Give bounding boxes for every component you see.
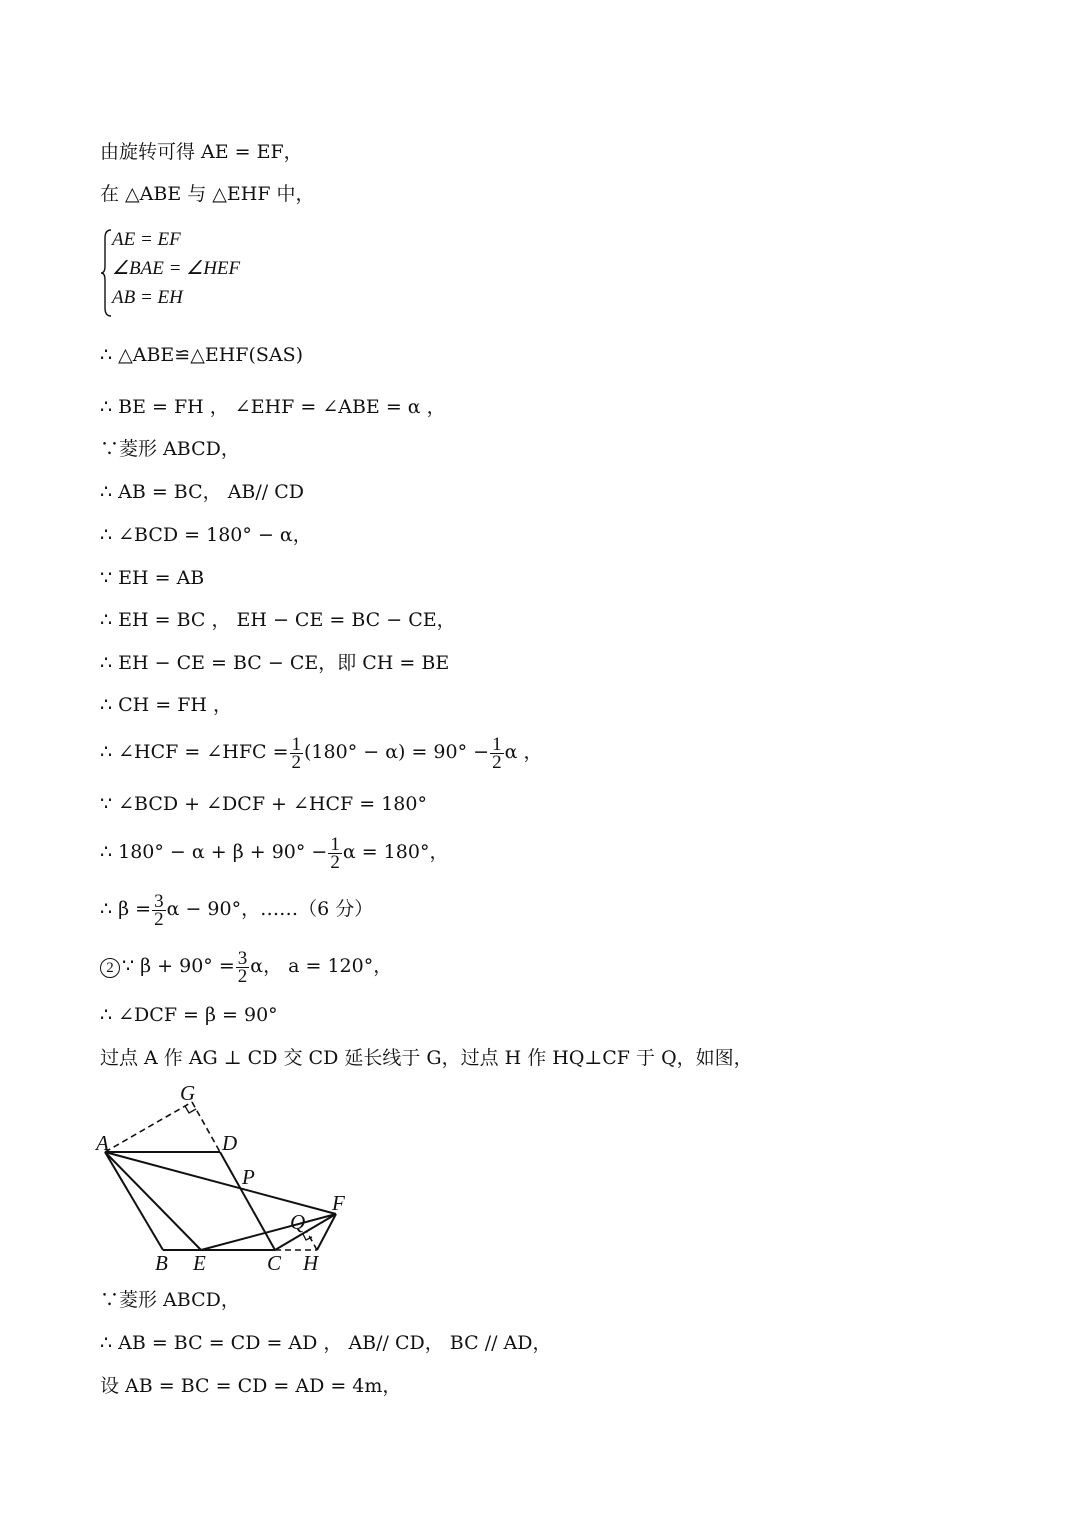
text-line-equal-sides: ∴ AB = BC = CD = AD ， AB// CD， BC // AD，	[100, 1332, 552, 1354]
text-line-ch-be: ∴ EH − CE = BC − CE，即 CH = BE	[100, 652, 450, 674]
text-line-part-two	[100, 946, 392, 986]
fraction-three-halves	[152, 890, 166, 930]
fraction-numerator: 1	[492, 733, 502, 755]
fraction-three-halves	[236, 947, 250, 987]
label-f: F	[332, 1191, 345, 1215]
fraction-numerator: 3	[154, 890, 164, 912]
beta-result-part-b: α − 90°，……（6 分）	[166, 898, 374, 920]
label-p: P	[242, 1165, 255, 1189]
fraction-half	[328, 833, 342, 873]
text-line-ch-fh: ∴ CH = FH ，	[100, 694, 233, 716]
text-line-beta-result	[100, 889, 373, 929]
label-b: B	[155, 1251, 168, 1275]
text-line-hcf	[100, 732, 542, 772]
fraction-denominator: 2	[291, 751, 302, 773]
text-line-dcf: ∴ ∠DCF = β = 90°	[100, 1004, 278, 1026]
label-a: A	[96, 1131, 109, 1155]
text-line-rhombus: ∵菱形 ABCD，	[100, 438, 240, 460]
fraction-half	[290, 733, 304, 773]
circled-number-icon: 2	[100, 958, 120, 978]
fraction-denominator: 2	[237, 965, 248, 987]
system-row-2: ∠BAE = ∠HEF	[112, 258, 241, 279]
hcf-part-c: α ，	[504, 741, 543, 763]
fraction-denominator: 2	[154, 908, 164, 930]
text-line-eh-bc: ∴ EH = BC ， EH − CE = BC − CE，	[100, 609, 456, 631]
text-line-triangles: 在 △ABE 与 △EHF 中，	[100, 183, 315, 205]
text-line-congruent: ∴ △ABE≌△EHF(SAS)	[100, 344, 304, 366]
geometry-figure	[95, 1080, 365, 1275]
text-line-set-4m: 设 AB = BC = CD = AD = 4m，	[100, 1375, 402, 1397]
fraction-denominator: 2	[492, 751, 502, 773]
text-line-beta-eq	[100, 832, 448, 872]
part-two-a: ∵ β + 90° =	[122, 955, 235, 977]
text-line-bcd: ∴ ∠BCD = 180° − α，	[100, 524, 312, 546]
fraction-denominator: 2	[330, 851, 340, 873]
segment-hq-dashed	[307, 1232, 317, 1250]
text-line-angle-sum: ∵ ∠BCD + ∠DCF + ∠HCF = 180°	[100, 793, 427, 815]
system-row-3: AB = EH	[112, 287, 183, 308]
segment-ef	[201, 1214, 336, 1250]
system-row-1: AE = EF	[112, 229, 181, 250]
part-two-b: α， a = 120°，	[250, 955, 393, 977]
label-q: Q	[290, 1210, 306, 1234]
label-d: D	[222, 1131, 238, 1155]
fraction-numerator: 3	[237, 947, 248, 969]
beta-eq-part-a: ∴ 180° − α + β + 90° −	[100, 841, 328, 863]
segment-ag-dashed	[105, 1102, 192, 1152]
fraction-half	[490, 733, 504, 773]
text-line-ab-bc: ∴ AB = BC， AB// CD	[100, 481, 304, 503]
label-c: C	[267, 1251, 282, 1275]
text-line-rotation: 由旋转可得 AE = EF，	[100, 141, 303, 163]
label-g: G	[180, 1081, 196, 1105]
hcf-part-b: (180° − α) = 90° −	[304, 741, 490, 763]
fraction-numerator: 1	[330, 833, 340, 855]
segment-af	[105, 1152, 336, 1214]
text-line-construction: 过点 A 作 AG ⊥ CD 交 CD 延长线于 G，过点 H 作 HQ⊥CF 于 Q，如图，	[100, 1047, 753, 1069]
text-line-rhombus-2: ∵菱形 ABCD，	[100, 1289, 240, 1311]
beta-result-part-a: ∴ β =	[100, 898, 152, 920]
text-line-be-fh: ∴ BE = FH ， ∠EHF = ∠ABE = α ，	[100, 396, 446, 418]
label-h: H	[303, 1251, 319, 1275]
fraction-numerator: 1	[291, 733, 302, 755]
hcf-part-a: ∴ ∠HCF = ∠HFC =	[100, 741, 289, 763]
segment-ae	[105, 1152, 201, 1250]
equation-system	[100, 228, 340, 318]
beta-eq-part-b: α = 180°，	[342, 841, 449, 863]
label-e: E	[193, 1251, 206, 1275]
text-line-eh-ab: ∵ EH = AB	[100, 567, 205, 589]
